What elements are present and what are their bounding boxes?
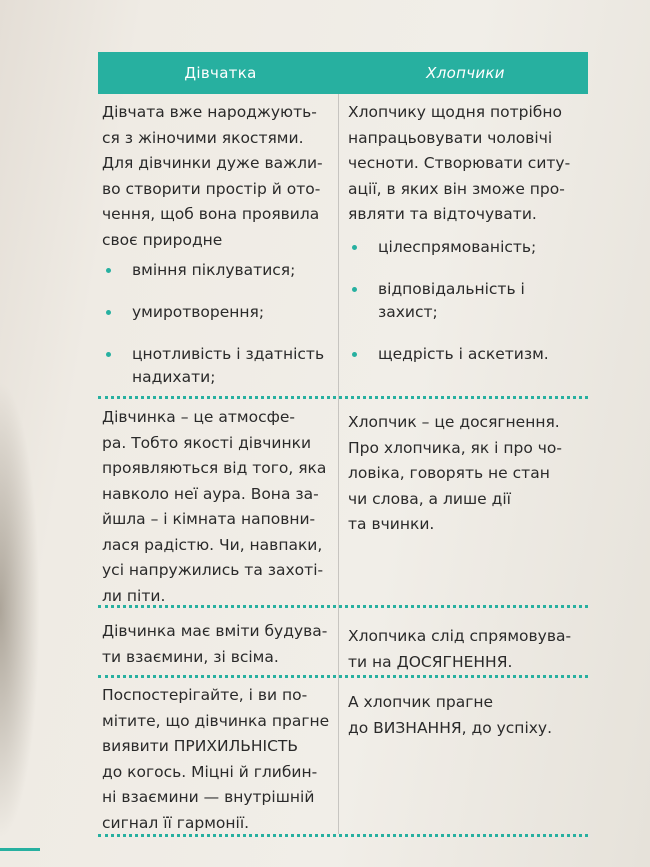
- header-girls: Дівчатка: [184, 64, 257, 82]
- bullet-dot-icon: [106, 310, 111, 315]
- row-separator: [98, 834, 588, 837]
- row1-left-text: Дівчата вже народжують- ся з жіночими якостями. Для дівчинки дуже важли- во створити простір й ото- чення, щоб вона проявила своє природне: [102, 103, 323, 249]
- page-accent-bar: [0, 848, 40, 851]
- list-item: цілеспрямованість;: [348, 236, 584, 259]
- row-separator: [98, 675, 588, 678]
- row-separator: [98, 396, 588, 399]
- list-item: умиротворення;: [102, 301, 334, 324]
- list-item: вміння піклуватися;: [102, 259, 334, 282]
- bullet-dot-icon: [352, 352, 357, 357]
- page-edge-shadow: [0, 380, 40, 840]
- row2-left-text: Дівчинка – це атмосфе- ра. Тобто якості дівчинки проявляються від того, яка навколо неї аура. Вона за- йшла – і кімната наповни- лася радістю. Чи, навпаки, усі напружились та захоті- ли піти.: [102, 408, 327, 605]
- bullet-dot-icon: [106, 268, 111, 273]
- bullet-dot-icon: [352, 245, 357, 250]
- row1-right-list: [348, 236, 584, 366]
- list-item: відповідальність і захист;: [348, 278, 584, 324]
- row1-left-list: [102, 259, 334, 389]
- list-item: щедрість і аскетизм.: [348, 343, 584, 366]
- row3-left-text: Дівчинка має вміти будува- ти взаємини, зі всіма.: [102, 622, 328, 666]
- list-item: цнотливість і здатність надихати;: [102, 343, 334, 389]
- column-divider: [338, 94, 339, 834]
- row2-right-text: Хлопчик – це досягнення. Про хлопчика, як і про чо- ловіка, говорять не стан чи слова, а лише дії та вчинки.: [348, 413, 563, 533]
- row-separator: [98, 605, 588, 608]
- table-header: [98, 52, 588, 94]
- row3-right-text: Хлопчика слід спрямовува- ти на ДОСЯГНЕННЯ.: [348, 627, 572, 671]
- header-boys: Хлопчики: [426, 64, 505, 82]
- row1-right-text: Хлопчику щодня потрібно напрацьовувати чоловічі чесноти. Створювати ситу- ації, в яких він зможе про- являти та відточувати.: [348, 103, 571, 223]
- row4-right-text: А хлопчик прагне до ВИЗНАННЯ, до успіху.: [348, 693, 553, 737]
- bullet-dot-icon: [352, 287, 357, 292]
- row4-left-text: Поспостерігайте, і ви по- мітите, що дівчинка прагне виявити ПРИХИЛЬНІСТЬ до когось. Міцні й глибин- ні взаємини — внутрішній сигнал її гармонії.: [102, 686, 330, 832]
- bullet-dot-icon: [106, 352, 111, 357]
